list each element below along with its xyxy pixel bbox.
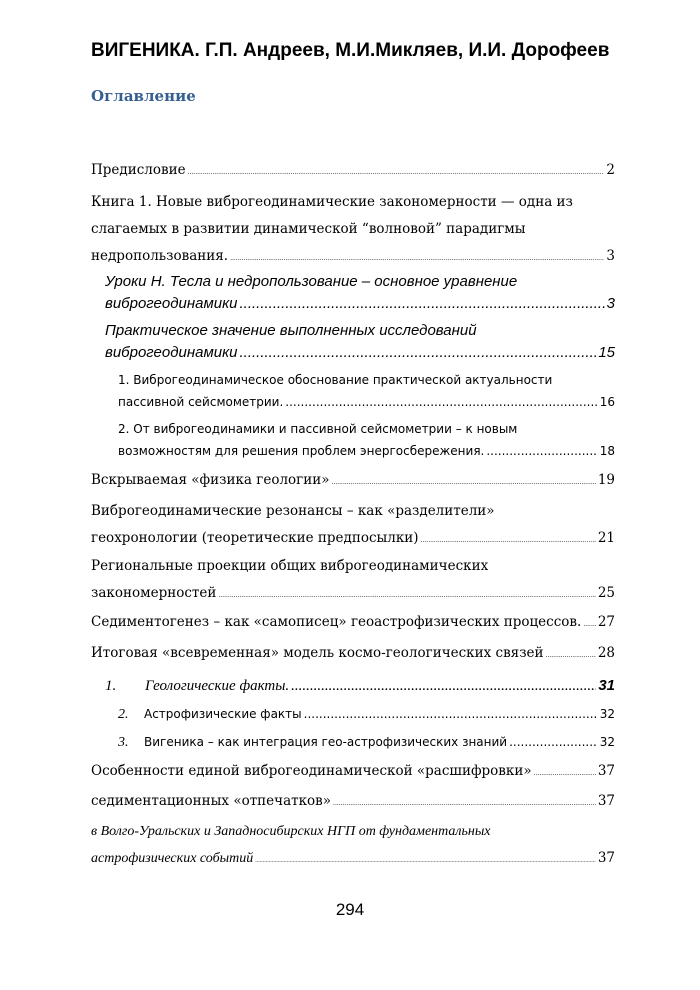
toc-page-number: 32 [599, 707, 615, 721]
toc-entry-geo-facts[interactable] [105, 672, 615, 700]
toc-page-number: 37 [597, 850, 615, 866]
toc-entry-practical[interactable] [105, 320, 615, 364]
dot-leader [218, 582, 595, 609]
toc-entry-preface[interactable] [91, 157, 615, 186]
toc-entry-text: Астрофизические факты [144, 707, 302, 721]
toc-index: 2. [118, 707, 129, 722]
toc-page-number: 15 [598, 344, 615, 361]
toc-index: 1. [105, 678, 117, 694]
toc-entry-text: геохронологии (теоретические предпосылки) [91, 530, 419, 546]
toc-entry-text: возможностям для решения проблем энергосбережения. [118, 444, 485, 458]
toc-entry-physics[interactable] [91, 467, 615, 496]
toc-entry-prints[interactable] [91, 788, 615, 817]
toc-entry-text: седиментационных «отпечатков» [91, 793, 332, 809]
toc-index: 3. [118, 735, 129, 750]
toc-page-number: 32 [599, 735, 615, 749]
dot-leader [240, 293, 605, 315]
toc-entry-text: Вигеника – как интеграция гео-астрофизических знаний [144, 735, 508, 749]
toc-heading: Оглавление [91, 87, 196, 105]
toc-entry-text: виброгеодинамики [105, 295, 238, 312]
toc-entry-line: Региональные проекции общих виброгеодинамических [91, 558, 489, 574]
dot-leader [509, 731, 598, 753]
running-header: ВИГЕНИКА. Г.П. Андреев, М.И.Микляев, И.И. Дорофеев [91, 40, 610, 61]
toc-entry-text: Особенности единой виброгеодинамической «расшифровки» [91, 763, 532, 779]
toc-entry-text: виброгеодинамики [105, 344, 238, 361]
dot-leader [486, 440, 597, 462]
toc-page-number: 37 [597, 793, 615, 809]
dot-leader [332, 469, 596, 496]
toc-entry-features[interactable] [91, 758, 615, 787]
dot-leader [230, 245, 604, 272]
toc-page-number: 25 [597, 585, 615, 601]
toc-page-number: 16 [599, 395, 615, 409]
toc-entry-text: недропользования. [91, 248, 229, 264]
toc-entry-line: слагаемых в развитии динамической “волновой” парадигмы [91, 221, 526, 237]
dot-leader [421, 527, 596, 554]
dot-leader [546, 642, 596, 669]
toc-entry-text: закономерностей [91, 585, 217, 601]
toc-page-number: 28 [597, 645, 615, 661]
dot-leader [255, 848, 596, 875]
dot-leader [240, 342, 597, 364]
toc-entry-sediment[interactable] [91, 609, 615, 638]
toc-entry-line: Книга 1. Новые виброгеодинамические закономерности — одна из [91, 194, 573, 210]
dot-leader [188, 159, 605, 186]
toc-entry-vigenica[interactable] [118, 731, 615, 754]
toc-entry-line: 1. Виброгеодинамическое обоснование практической актуальности [118, 373, 553, 387]
toc-page-number: 19 [597, 472, 615, 488]
toc-page-number: 37 [597, 763, 615, 779]
toc-entry-text: астрофизических событий [91, 851, 254, 866]
toc-entry-text: Предисловие [91, 162, 186, 178]
dot-leader [291, 673, 596, 700]
toc-entry-astro-facts[interactable] [118, 703, 615, 726]
page-number: 294 [335, 900, 365, 919]
toc-page-number: 18 [599, 444, 615, 458]
toc-entry-book1[interactable] [91, 189, 615, 272]
dot-leader [285, 391, 597, 413]
toc-entry-text: Геологические факты. [145, 678, 290, 694]
toc-entry-text: Вскрываемая «физика геологии» [91, 472, 330, 488]
toc-page-number: 27 [597, 614, 615, 630]
toc-entry-line: Практическое значение выполненных исследований [105, 322, 477, 339]
dot-leader [583, 611, 596, 638]
toc-entry-model[interactable] [91, 640, 615, 669]
toc-entry-sub1[interactable] [118, 369, 615, 413]
toc-entry-tesla[interactable] [105, 271, 615, 315]
toc-page-number: 3 [606, 295, 615, 312]
toc-page-number: 3 [606, 248, 615, 264]
dot-leader [534, 760, 596, 787]
toc-entry-sub2[interactable] [118, 418, 615, 462]
toc-entry-line: Уроки Н. Тесла и недропользование – основное уравнение [105, 273, 518, 290]
toc-entry-line: 2. От виброгеодинамики и пассивной сейсмометрии – к новым [118, 422, 518, 436]
toc-entry-line: Виброгеодинамические резонансы – как «разделители» [91, 503, 495, 519]
toc-entry-text: пассивной сейсмометрии. [118, 395, 284, 409]
toc-page-number: 2 [606, 162, 615, 178]
dot-leader [304, 703, 598, 725]
toc-page-number: 21 [597, 530, 615, 546]
toc-entry-text: Седиментогенез – как «самописец» геоастрофизических процессов. [91, 614, 582, 630]
dot-leader [333, 790, 596, 817]
toc-entry-regional[interactable] [91, 553, 615, 609]
toc-entry-volga[interactable] [91, 818, 615, 875]
toc-entry-line: в Волго-Уральских и Западносибирских НГП от фундаментальных [91, 824, 491, 839]
toc-entry-resonances[interactable] [91, 498, 615, 554]
toc-entry-text: Итоговая «всевременная» модель космо-геологических связей [91, 645, 544, 661]
toc-page-number: 31 [598, 677, 615, 694]
